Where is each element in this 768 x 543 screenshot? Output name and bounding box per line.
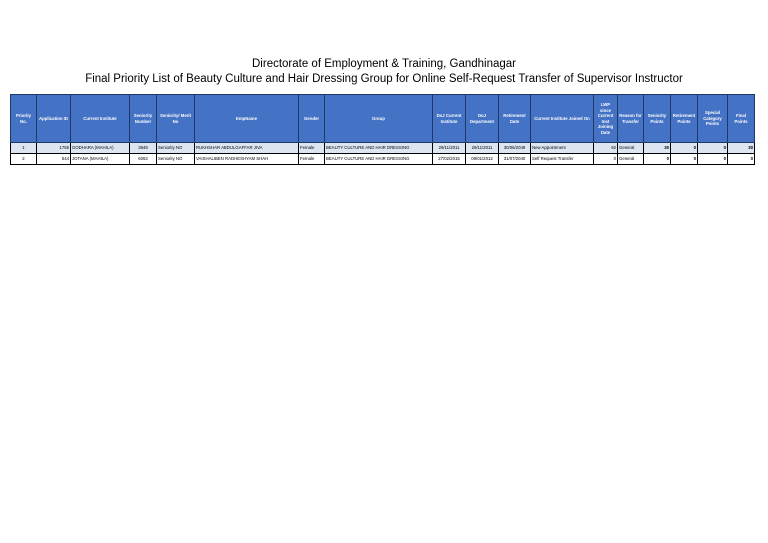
cell-lwp: 0	[594, 154, 618, 165]
table-header-row	[11, 95, 755, 143]
cell-group: BEAUTY CULTURE AND HAIR DRESSING	[325, 143, 433, 154]
col-header-special-category-points: Special Category Points	[698, 95, 728, 143]
cell-seniority-points: 30	[644, 143, 671, 154]
col-header-seniority-merit: Seniority/ Merit No	[157, 95, 195, 143]
cell-doj-department: 29/11/2011	[466, 143, 499, 154]
document-header	[0, 57, 768, 87]
cell-current-institute-joined-on: New Appointment	[531, 143, 594, 154]
cell-gender: Female	[299, 154, 325, 165]
cell-doj-current-institute: 29/11/2011	[433, 143, 466, 154]
col-header-reason: Reason for Transfer	[618, 95, 644, 143]
cell-priority: 1	[11, 143, 37, 154]
col-header-doj-current-institute: DoJ Current Institute	[433, 95, 466, 143]
col-header-final-points: Final Points	[728, 95, 755, 143]
cell-reason: General	[618, 154, 644, 165]
cell-seniority-merit: Seniority NO	[157, 143, 195, 154]
cell-current-institute: JOTANA (MAHILA)	[71, 154, 130, 165]
cell-seniority-points: 0	[644, 154, 671, 165]
cell-seniority-number: 3948	[130, 143, 157, 154]
cell-emp-name: RUKHSHAR ABDULGAFFAR JIVA	[195, 143, 299, 154]
table-row	[11, 143, 755, 154]
cell-special-category-points: 0	[698, 154, 728, 165]
document-subtitle: Final Priority List of Beauty Culture and Hair Dressing Group for Online Self-Request Transfer of Supervisor Instructor	[85, 73, 683, 85]
col-header-current-institute: Current Institute	[71, 95, 130, 143]
cell-application-id: 544	[37, 154, 71, 165]
cell-doj-department: 09/01/2012	[466, 154, 499, 165]
cell-final-points: 30	[728, 143, 755, 154]
cell-retirement-date: 31/07/2040	[499, 154, 531, 165]
col-header-retirement-date: Retirement Date	[499, 95, 531, 143]
col-header-emp-name: EmpName	[195, 95, 299, 143]
col-header-group: Group	[325, 95, 433, 143]
cell-special-category-points: 0	[698, 143, 728, 154]
cell-group: BEAUTY CULTURE AND HAIR DRESSING	[325, 154, 433, 165]
cell-retirement-date: 30/06/2049	[499, 143, 531, 154]
col-header-seniority-points: Seniority Points	[644, 95, 671, 143]
cell-seniority-number: 6063	[130, 154, 157, 165]
col-header-gender: Gender	[299, 95, 325, 143]
cell-lwp: 92	[594, 143, 618, 154]
cell-doj-current-institute: 27/02/2015	[433, 154, 466, 165]
document-title: Directorate of Employment & Training, Gandhinagar	[252, 58, 516, 70]
cell-gender: Female	[299, 143, 325, 154]
cell-reason: General	[618, 143, 644, 154]
cell-emp-name: VAISHALIBEN RADHESHYAM SHAH	[195, 154, 299, 165]
col-header-doj-department: DoJ Department	[466, 95, 499, 143]
table-row	[11, 154, 755, 165]
cell-seniority-merit: Seniority NO	[157, 154, 195, 165]
col-header-application-id: Application ID	[37, 95, 71, 143]
cell-current-institute: GODHARA (MAHILA)	[71, 143, 130, 154]
cell-application-id: 1755	[37, 143, 71, 154]
cell-retirement-points: 0	[671, 154, 698, 165]
cell-current-institute-joined-on: Self Request Transfer	[531, 154, 594, 165]
col-header-retirement-points: Retirement Points	[671, 95, 698, 143]
cell-priority: 2	[11, 154, 37, 165]
priority-list-table	[10, 94, 755, 165]
col-header-priority: Priority No.	[11, 95, 37, 143]
cell-final-points: 0	[728, 154, 755, 165]
col-header-seniority-number: Seniority Number	[130, 95, 157, 143]
col-header-current-institute-joined-on: Current Institute Joined On	[531, 95, 594, 143]
col-header-lwp: LWP since Current Inst Joining Date	[594, 95, 618, 143]
cell-retirement-points: 0	[671, 143, 698, 154]
